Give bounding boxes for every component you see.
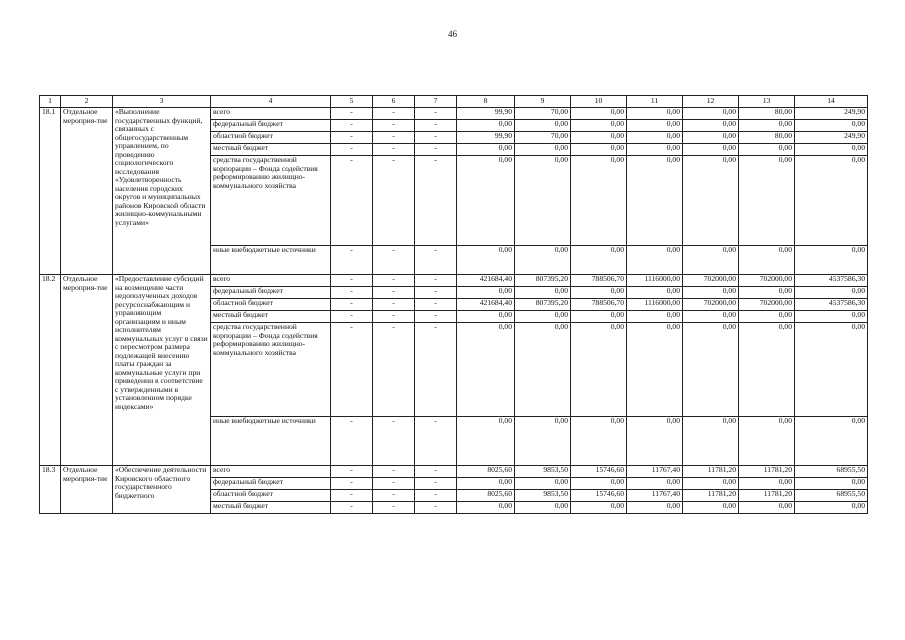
activity-number: 18.1 xyxy=(40,108,61,275)
dash-cell: - xyxy=(373,323,415,417)
funding-source: областной бюджет xyxy=(211,490,331,502)
dash-cell: - xyxy=(373,120,415,132)
dash-cell: - xyxy=(415,108,457,120)
amount-cell: 0,00 xyxy=(739,120,795,132)
column-header: 4 xyxy=(211,96,331,108)
amount-cell: 0,00 xyxy=(627,502,683,514)
amount-cell: 0,00 xyxy=(683,287,739,299)
header-row xyxy=(40,96,868,108)
page-number: 46 xyxy=(448,29,457,39)
amount-cell: 0,00 xyxy=(795,311,868,323)
dash-cell: - xyxy=(373,311,415,323)
amount-cell: 421684,40 xyxy=(457,299,515,311)
amount-cell: 0,00 xyxy=(515,311,571,323)
amount-cell: 0,00 xyxy=(739,417,795,466)
dash-cell: - xyxy=(373,246,415,275)
dash-cell: - xyxy=(415,120,457,132)
amount-cell: 0,00 xyxy=(457,502,515,514)
amount-cell: 0,00 xyxy=(683,144,739,156)
funding-source: иные внебюджетные источники xyxy=(211,246,331,275)
activity-number: 18.2 xyxy=(40,275,61,466)
amount-cell: 0,00 xyxy=(627,287,683,299)
amount-cell: 0,00 xyxy=(571,323,627,417)
dash-cell: - xyxy=(331,323,373,417)
amount-cell: 0,00 xyxy=(457,287,515,299)
dash-cell: - xyxy=(331,311,373,323)
column-header: 1 xyxy=(40,96,61,108)
amount-cell: 8025,60 xyxy=(457,466,515,478)
funding-source: иные внебюджетные источники xyxy=(211,417,331,466)
amount-cell: 0,00 xyxy=(795,417,868,466)
amount-cell: 0,00 xyxy=(683,156,739,246)
column-header: 10 xyxy=(571,96,627,108)
funding-source: всего xyxy=(211,466,331,478)
amount-cell: 702000,00 xyxy=(683,275,739,287)
amount-cell: 0,00 xyxy=(571,120,627,132)
dash-cell: - xyxy=(331,275,373,287)
funding-source: областной бюджет xyxy=(211,299,331,311)
activity-name: «Предоставление субсидий на возмещение части недополученных доходов ресурсоснабжающим и управляющим организациям и иным исполнителям коммунальных услуг в связи с пересмотром размера подлежащей внесению платы граждан за коммунальные услуги при приведении в соответствие с утвержденными в установленном порядке индексами» xyxy=(113,275,211,466)
budget-table xyxy=(39,95,868,514)
dash-cell: - xyxy=(415,156,457,246)
amount-cell: 0,00 xyxy=(795,144,868,156)
amount-cell: 0,00 xyxy=(457,311,515,323)
amount-cell: 0,00 xyxy=(795,287,868,299)
amount-cell: 11781,20 xyxy=(683,490,739,502)
amount-cell: 421684,40 xyxy=(457,275,515,287)
dash-cell: - xyxy=(415,275,457,287)
dash-cell: - xyxy=(373,275,415,287)
dash-cell: - xyxy=(331,108,373,120)
dash-cell: - xyxy=(331,246,373,275)
amount-cell: 0,00 xyxy=(515,502,571,514)
amount-cell: 4537586,30 xyxy=(795,275,868,287)
amount-cell: 0,00 xyxy=(627,311,683,323)
amount-cell: 0,00 xyxy=(515,156,571,246)
amount-cell: 0,00 xyxy=(571,417,627,466)
funding-source: всего xyxy=(211,275,331,287)
activity-name: «Выполнение государственных функций, связанных с общегосударственным управлением, по проведению социологического исследования «Удовлетворенность населения городских округов и муниципальных районов Кировской области жилищно-коммунальными услугами» xyxy=(113,108,211,275)
funding-source: всего xyxy=(211,108,331,120)
amount-cell: 0,00 xyxy=(457,478,515,490)
amount-cell: 0,00 xyxy=(457,120,515,132)
amount-cell: 0,00 xyxy=(795,478,868,490)
amount-cell: 0,00 xyxy=(683,132,739,144)
amount-cell: 0,00 xyxy=(739,311,795,323)
dash-cell: - xyxy=(373,287,415,299)
table-row xyxy=(40,275,868,287)
amount-cell: 0,00 xyxy=(795,323,868,417)
dash-cell: - xyxy=(331,490,373,502)
column-header: 13 xyxy=(739,96,795,108)
dash-cell: - xyxy=(331,120,373,132)
amount-cell: 70,00 xyxy=(515,108,571,120)
column-header: 2 xyxy=(61,96,113,108)
amount-cell: 0,00 xyxy=(571,108,627,120)
funding-source: местный бюджет xyxy=(211,144,331,156)
amount-cell: 0,00 xyxy=(627,144,683,156)
column-header: 9 xyxy=(515,96,571,108)
amount-cell: 702000,00 xyxy=(739,275,795,287)
activity-kind: Отдельное мероприя-тие xyxy=(61,108,113,275)
dash-cell: - xyxy=(415,490,457,502)
dash-cell: - xyxy=(415,466,457,478)
dash-cell: - xyxy=(415,144,457,156)
amount-cell: 0,00 xyxy=(795,246,868,275)
amount-cell: 702000,00 xyxy=(683,299,739,311)
amount-cell: 0,00 xyxy=(683,478,739,490)
amount-cell: 0,00 xyxy=(683,417,739,466)
amount-cell: 11781,20 xyxy=(683,466,739,478)
amount-cell: 0,00 xyxy=(683,311,739,323)
dash-cell: - xyxy=(331,144,373,156)
column-header: 14 xyxy=(795,96,868,108)
dash-cell: - xyxy=(415,299,457,311)
column-header: 5 xyxy=(331,96,373,108)
amount-cell: 80,00 xyxy=(739,108,795,120)
amount-cell: 15746,60 xyxy=(571,466,627,478)
amount-cell: 0,00 xyxy=(627,478,683,490)
amount-cell: 0,00 xyxy=(739,287,795,299)
amount-cell: 0,00 xyxy=(571,156,627,246)
amount-cell: 0,00 xyxy=(627,108,683,120)
amount-cell: 0,00 xyxy=(795,502,868,514)
amount-cell: 68955,50 xyxy=(795,490,868,502)
funding-source: средства государственной корпорации – Фонда содействия реформированию жилищно-коммунального хозяйства xyxy=(211,323,331,417)
amount-cell: 0,00 xyxy=(571,144,627,156)
dash-cell: - xyxy=(373,108,415,120)
amount-cell: 0,00 xyxy=(515,478,571,490)
amount-cell: 0,00 xyxy=(627,156,683,246)
dash-cell: - xyxy=(331,132,373,144)
funding-source: федеральный бюджет xyxy=(211,120,331,132)
funding-source: областной бюджет xyxy=(211,132,331,144)
amount-cell: 1116000,00 xyxy=(627,275,683,287)
amount-cell: 0,00 xyxy=(571,287,627,299)
amount-cell: 0,00 xyxy=(571,132,627,144)
activity-name: «Обеспечение деятельности Кировского областного государственного бюджетного xyxy=(113,466,211,514)
amount-cell: 0,00 xyxy=(515,120,571,132)
amount-cell: 807395,20 xyxy=(515,299,571,311)
amount-cell: 0,00 xyxy=(683,323,739,417)
amount-cell: 0,00 xyxy=(683,246,739,275)
column-header: 6 xyxy=(373,96,415,108)
amount-cell: 11767,40 xyxy=(627,466,683,478)
amount-cell: 788506,70 xyxy=(571,275,627,287)
column-header: 3 xyxy=(113,96,211,108)
amount-cell: 0,00 xyxy=(627,120,683,132)
dash-cell: - xyxy=(373,478,415,490)
amount-cell: 0,00 xyxy=(739,478,795,490)
amount-cell: 11781,20 xyxy=(739,466,795,478)
amount-cell: 702000,00 xyxy=(739,299,795,311)
dash-cell: - xyxy=(373,144,415,156)
dash-cell: - xyxy=(331,502,373,514)
dash-cell: - xyxy=(373,490,415,502)
amount-cell: 249,90 xyxy=(795,108,868,120)
dash-cell: - xyxy=(415,132,457,144)
amount-cell: 0,00 xyxy=(515,323,571,417)
amount-cell: 0,00 xyxy=(515,246,571,275)
amount-cell: 0,00 xyxy=(739,144,795,156)
dash-cell: - xyxy=(415,478,457,490)
funding-source: федеральный бюджет xyxy=(211,287,331,299)
amount-cell: 0,00 xyxy=(457,417,515,466)
amount-cell: 249,90 xyxy=(795,132,868,144)
funding-source: федеральный бюджет xyxy=(211,478,331,490)
amount-cell: 0,00 xyxy=(571,502,627,514)
dash-cell: - xyxy=(331,156,373,246)
amount-cell: 11767,40 xyxy=(627,490,683,502)
amount-cell: 15746,60 xyxy=(571,490,627,502)
amount-cell: 0,00 xyxy=(457,156,515,246)
amount-cell: 0,00 xyxy=(627,323,683,417)
amount-cell: 0,00 xyxy=(795,156,868,246)
amount-cell: 70,00 xyxy=(515,132,571,144)
dash-cell: - xyxy=(415,287,457,299)
amount-cell: 0,00 xyxy=(683,108,739,120)
amount-cell: 0,00 xyxy=(457,144,515,156)
amount-cell: 0,00 xyxy=(627,246,683,275)
amount-cell: 11781,20 xyxy=(739,490,795,502)
amount-cell: 80,00 xyxy=(739,132,795,144)
amount-cell: 68955,50 xyxy=(795,466,868,478)
table-row xyxy=(40,466,868,478)
amount-cell: 0,00 xyxy=(739,323,795,417)
amount-cell: 8025,60 xyxy=(457,490,515,502)
amount-cell: 0,00 xyxy=(683,502,739,514)
column-header: 8 xyxy=(457,96,515,108)
activity-kind: Отдельное мероприя-тие xyxy=(61,466,113,514)
funding-source: местный бюджет xyxy=(211,311,331,323)
amount-cell: 0,00 xyxy=(515,144,571,156)
dash-cell: - xyxy=(331,299,373,311)
column-header: 11 xyxy=(627,96,683,108)
amount-cell: 99,90 xyxy=(457,132,515,144)
amount-cell: 1116000,00 xyxy=(627,299,683,311)
dash-cell: - xyxy=(373,299,415,311)
amount-cell: 0,00 xyxy=(795,120,868,132)
dash-cell: - xyxy=(373,502,415,514)
column-header: 12 xyxy=(683,96,739,108)
activity-number: 18.3 xyxy=(40,466,61,514)
dash-cell: - xyxy=(331,466,373,478)
amount-cell: 0,00 xyxy=(739,502,795,514)
amount-cell: 99,90 xyxy=(457,108,515,120)
amount-cell: 9853,50 xyxy=(515,490,571,502)
amount-cell: 4537586,30 xyxy=(795,299,868,311)
dash-cell: - xyxy=(373,132,415,144)
amount-cell: 0,00 xyxy=(571,311,627,323)
dash-cell: - xyxy=(415,323,457,417)
amount-cell: 9853,50 xyxy=(515,466,571,478)
amount-cell: 0,00 xyxy=(739,246,795,275)
amount-cell: 0,00 xyxy=(683,120,739,132)
amount-cell: 0,00 xyxy=(457,246,515,275)
amount-cell: 0,00 xyxy=(627,417,683,466)
dash-cell: - xyxy=(415,246,457,275)
amount-cell: 0,00 xyxy=(571,478,627,490)
funding-source: средства государственной корпорации – Фонда содействия реформированию жилищно-коммунального хозяйства xyxy=(211,156,331,246)
activity-kind: Отдельное мероприя-тие xyxy=(61,275,113,466)
dash-cell: - xyxy=(373,466,415,478)
column-header: 7 xyxy=(415,96,457,108)
table-row xyxy=(40,108,868,120)
amount-cell: 788506,70 xyxy=(571,299,627,311)
dash-cell: - xyxy=(331,287,373,299)
dash-cell: - xyxy=(415,311,457,323)
amount-cell: 0,00 xyxy=(739,156,795,246)
dash-cell: - xyxy=(331,417,373,466)
dash-cell: - xyxy=(373,156,415,246)
amount-cell: 0,00 xyxy=(515,287,571,299)
dash-cell: - xyxy=(415,417,457,466)
dash-cell: - xyxy=(373,417,415,466)
amount-cell: 0,00 xyxy=(515,417,571,466)
amount-cell: 0,00 xyxy=(571,246,627,275)
amount-cell: 807395,20 xyxy=(515,275,571,287)
amount-cell: 0,00 xyxy=(627,132,683,144)
amount-cell: 0,00 xyxy=(457,323,515,417)
dash-cell: - xyxy=(415,502,457,514)
funding-source: местный бюджет xyxy=(211,502,331,514)
dash-cell: - xyxy=(331,478,373,490)
